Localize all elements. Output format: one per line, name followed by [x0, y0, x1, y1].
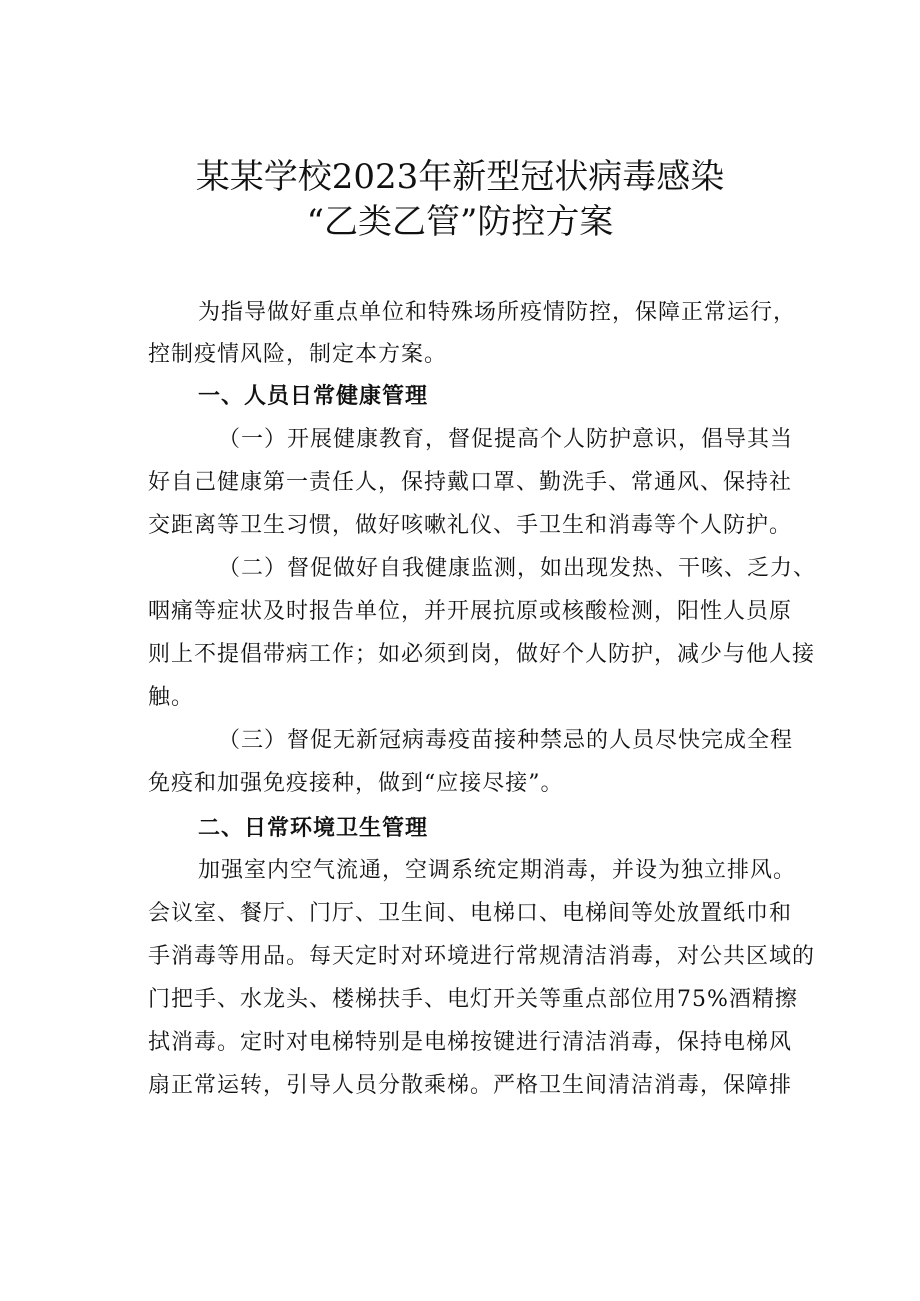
s2-p1-line-5: 拭消毒。定时对电梯特别是电梯按键进行清洁消毒，保持电梯风	[148, 1030, 793, 1055]
s1-p2-line-3: 则上不提倡带病工作；如必须到岗，做好个人防护，减少与他人接	[148, 642, 816, 667]
s2-p1-line-3: 手消毒等用品。每天定时对环境进行常规清洁消毒，对公共区域的	[148, 944, 816, 969]
s1-p3-line-2: 免疫和加强免疫接种，做到“应接尽接”。	[148, 771, 564, 796]
s1-p2-line-4: 触。	[148, 685, 195, 710]
s1-p1-line-2: 好自己健康第一责任人，保持戴口罩、勤洗手、常通风、保持社	[148, 470, 793, 495]
section-2-heading: 二、日常环境卫生管理	[198, 816, 429, 841]
s1-p2-line-1: （二）督促做好自我健康监测，如出现发热、干咳、乏力、	[218, 556, 817, 581]
s2-p1-line-1: 加强室内空气流通，空调系统定期消毒，并设为独立排风。	[198, 858, 797, 883]
intro-line-2: 控制疫情风险，制定本方案。	[148, 342, 448, 367]
s2-p1-line-4: 门把手、水龙头、楼梯扶手、电灯开关等重点部位用75%酒精擦	[148, 987, 798, 1012]
s1-p1-line-3: 交距离等卫生习惯，做好咳嗽礼仪、手卫生和消毒等个人防护。	[148, 513, 793, 538]
s1-p2-line-2: 咽痛等症状及时报告单位，并开展抗原或核酸检测，阳性人员原	[148, 599, 793, 624]
s2-p1-line-6: 扇正常运转，引导人员分散乘梯。严格卫生间清洁消毒，保障排	[148, 1073, 793, 1098]
document-title-line-2: “乙类乙管”防控方案	[306, 202, 614, 242]
document-title-line-1: 某某学校2023年新型冠状病毒感染	[195, 157, 725, 197]
s1-p3-line-1: （三）督促无新冠病毒疫苗接种禁忌的人员尽快完成全程	[218, 728, 794, 753]
section-1-heading: 一、人员日常健康管理	[198, 384, 429, 409]
intro-line-1: 为指导做好重点单位和特殊场所疫情防控，保障正常运行，	[198, 300, 797, 325]
s1-p1-line-1: （一）开展健康教育，督促提高个人防护意识，倡导其当	[218, 427, 794, 452]
s2-p1-line-2: 会议室、餐厅、门厅、卫生间、电梯口、电梯间等处放置纸巾和	[148, 901, 793, 926]
